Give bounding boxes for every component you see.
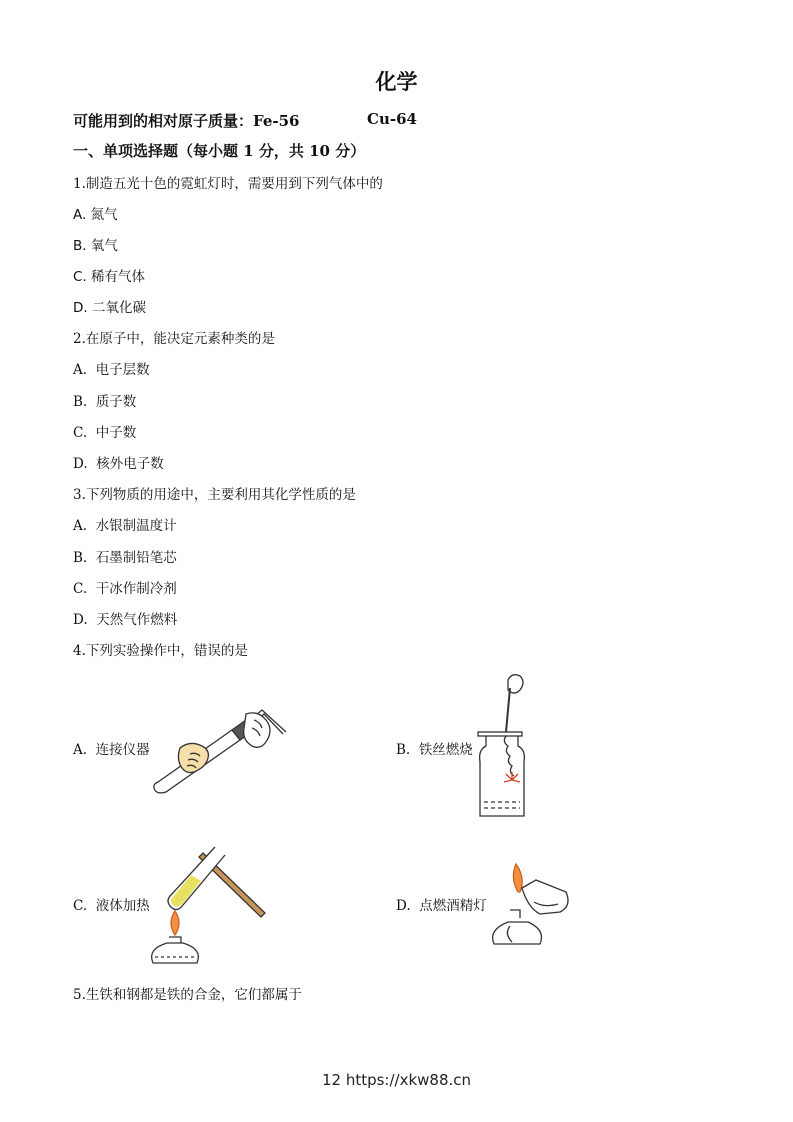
q4-option-d: D. 点燃酒精灯 [396,898,487,914]
atomic-mass-line [73,110,300,131]
q1-option-a: A. 氮气 [73,207,118,223]
alcohol-lamp-lighting-illustration [488,858,578,953]
connecting-apparatus-illustration [150,700,290,795]
fe-mass: Fe-56 [253,112,300,130]
question-2-stem: 2.在原子中，能决定元素种类的是 [73,331,275,347]
q3-option-d: D. 天然气作燃料 [73,612,178,628]
q4-option-a: A. 连接仪器 [73,742,150,758]
q4-option-c: C. 液体加热 [73,898,150,914]
liquid-heating-illustration [145,845,270,970]
q4-option-b: B. 铁丝燃烧 [396,742,473,758]
q2-option-b: B. 质子数 [73,394,137,410]
q3-option-a: A. 水银制温度计 [73,518,177,534]
q2-option-c: C. 中子数 [73,425,137,441]
question-3-stem: 3.下列物质的用途中，主要利用其化学性质的是 [73,487,356,503]
q2-option-a: A. 电子层数 [73,362,150,378]
q1-option-b: B. 氧气 [73,238,118,254]
cu-mass: Cu-64 [367,110,417,128]
iron-wire-burning-illustration [470,670,535,820]
question-1-stem: 1.制造五光十色的霓虹灯时，需要用到下列气体中的 [73,176,383,192]
q1-option-c: C. 稀有气体 [73,269,146,285]
q2-option-d: D. 核外电子数 [73,456,164,472]
page-footer: 12 https://xkw88.cn [321,1071,472,1089]
q1-option-d: D. 二氧化碳 [73,300,146,316]
page-title: 化学 [375,69,418,94]
atomic-mass-label: 可能用到的相对原子质量： [73,112,254,130]
question-4-stem: 4.下列实验操作中，错误的是 [73,643,248,659]
question-5-stem: 5.生铁和钢都是铁的合金，它们都属于 [73,987,302,1003]
q3-option-c: C. 干冰作制冷剂 [73,581,177,597]
section-heading: 一、单项选择题（每小题 1 分，共 10 分） [73,142,366,160]
q3-option-b: B. 石墨制铅笔芯 [73,550,177,566]
